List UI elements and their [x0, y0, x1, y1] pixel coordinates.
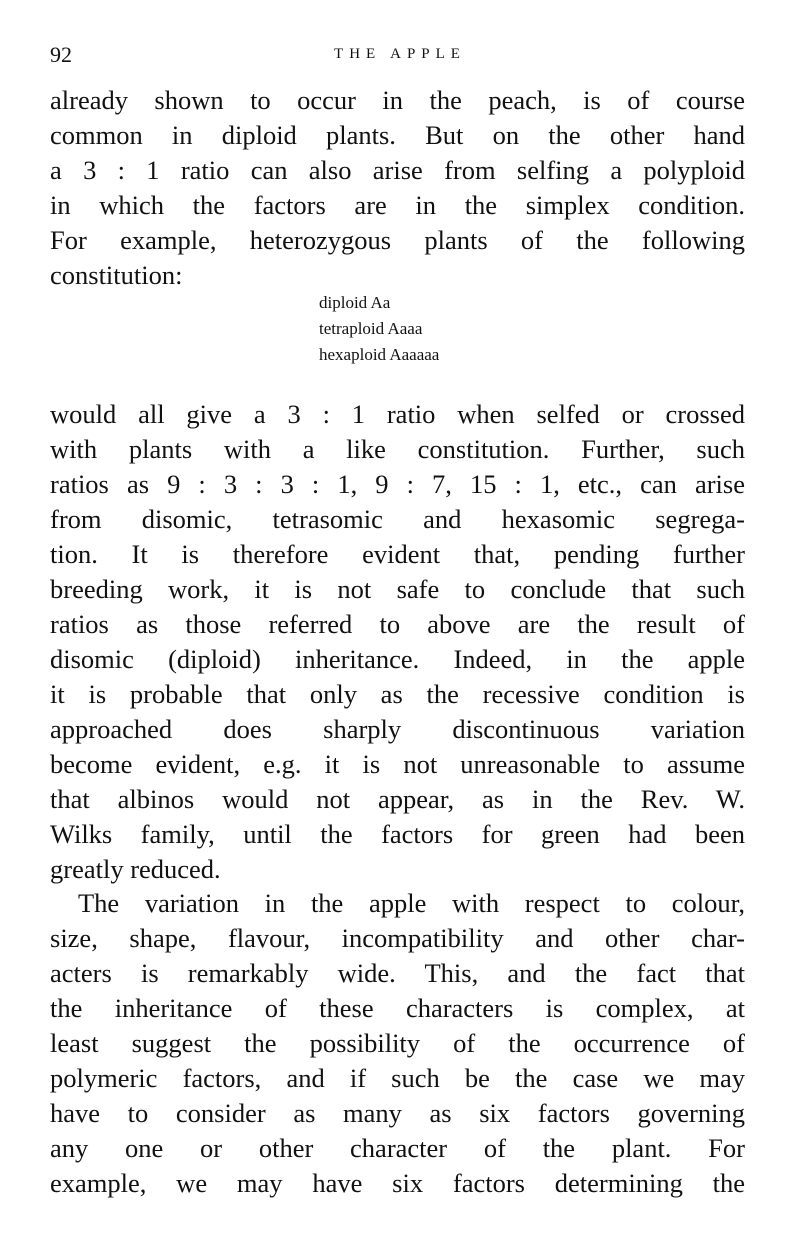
text-line: approached does sharply discontinuous variation — [50, 714, 745, 744]
paragraph-continuation — [50, 83, 745, 293]
text-line: disomic (diploid) inheritance. Indeed, in the apple — [50, 644, 745, 674]
page-number: 92 — [50, 42, 72, 67]
text-line: constitution: — [50, 260, 183, 290]
page-header — [50, 42, 750, 72]
paragraph-variation — [50, 886, 745, 1201]
text-line: greatly reduced. — [50, 854, 221, 884]
text-line: example, we may have six factors determining the — [50, 1168, 745, 1198]
genotype-tetraploid: tetraploid Aaaa — [319, 319, 423, 338]
text-line: acters is remarkably wide. This, and the fact that — [50, 958, 745, 988]
text-line: tion. It is therefore evident that, pending further — [50, 539, 745, 569]
text-line: would all give a 3 : 1 ratio when selfed or crossed — [50, 399, 745, 429]
text-line: breeding work, it is not safe to conclude that such — [50, 574, 745, 604]
text-line: from disomic, tetrasomic and hexasomic segrega- — [50, 504, 745, 534]
text-line: ratios as 9 : 3 : 3 : 1, 9 : 7, 15 : 1, etc., can arise — [50, 469, 745, 499]
text-line: any one or other character of the plant. For — [50, 1133, 745, 1163]
text-line: become evident, e.g. it is not unreasonable to assume — [50, 749, 745, 779]
text-line: it is probable that only as the recessive condition is — [50, 679, 745, 709]
genotype-list — [319, 290, 439, 368]
genotype-hexaploid: hexaploid Aaaaaa — [319, 345, 440, 364]
text-line: least suggest the possibility of the occurrence of — [50, 1028, 745, 1058]
text-line: Wilks family, until the factors for green had been — [50, 819, 745, 849]
running-head: THE APPLE — [334, 46, 466, 62]
text-line: polymeric factors, and if such be the case we may — [50, 1063, 745, 1093]
text-line: For example, heterozygous plants of the following — [50, 225, 745, 255]
text-line: have to consider as many as six factors governing — [50, 1098, 745, 1128]
text-line: that albinos would not appear, as in the Rev. W. — [50, 784, 745, 814]
text-line: the inheritance of these characters is complex, at — [50, 993, 745, 1023]
genotype-diploid: diploid Aa — [319, 293, 391, 312]
text-line: The variation in the apple with respect to colour, — [78, 888, 745, 918]
text-line: a 3 : 1 ratio can also arise from selfing a polyploid — [50, 155, 745, 185]
text-line: ratios as those referred to above are the result of — [50, 609, 745, 639]
text-line: already shown to occur in the peach, is of course — [50, 85, 745, 115]
text-line: common in diploid plants. But on the other hand — [50, 120, 745, 150]
text-line: with plants with a like constitution. Further, such — [50, 434, 745, 464]
text-line: in which the factors are in the simplex condition. — [50, 190, 745, 220]
paragraph-ratios — [50, 397, 745, 887]
text-line: size, shape, flavour, incompatibility and other char- — [50, 923, 745, 953]
